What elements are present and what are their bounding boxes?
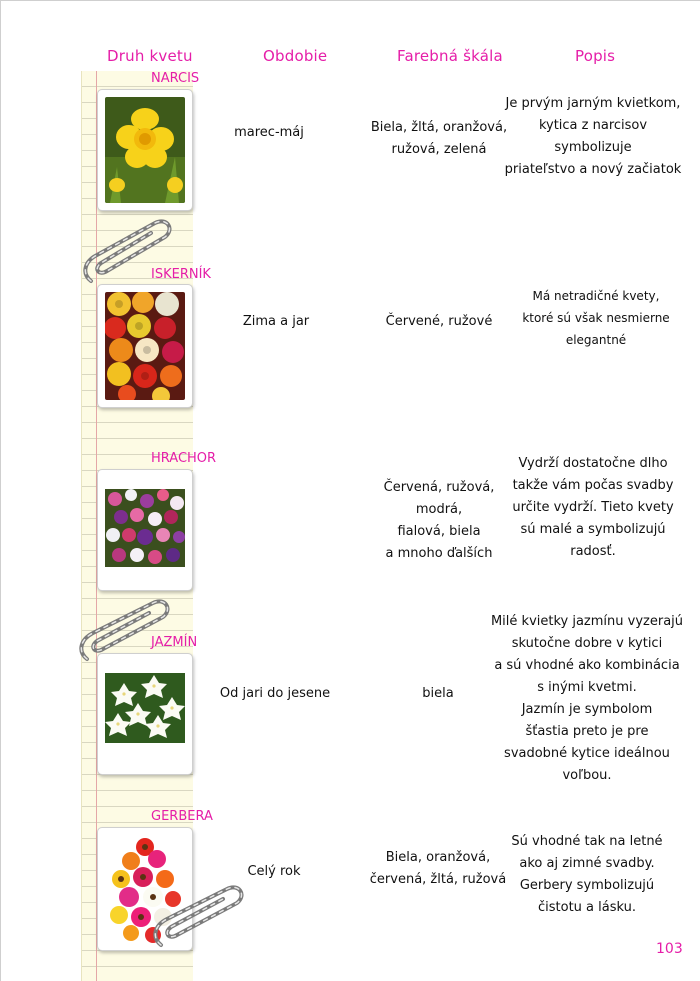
description-line: šťastia preto je pre <box>525 724 649 739</box>
flower-name-hrachor: HRACHOR <box>151 451 217 466</box>
description-line: a sú vhodné ako kombinácia <box>494 658 680 673</box>
flower-name-gerbera: GERBERA <box>151 809 213 824</box>
description-line: takže vám počas svadby <box>512 478 674 493</box>
flower-name-jazmin: JAZMÍN <box>151 635 198 650</box>
description-line: Jazmín je symbolom <box>521 702 653 717</box>
description-line: Gerbery symbolizujú <box>519 878 655 893</box>
photo-iskernik <box>105 292 185 400</box>
header-period: Obdobie <box>263 47 328 65</box>
description-line: radosť. <box>570 544 616 559</box>
header-flower-type: Druh kvetu <box>107 47 193 65</box>
photo-card-jazmin <box>97 653 193 775</box>
description-line: skutočne dobre v kytici <box>511 636 663 651</box>
photo-card-hrachor <box>97 469 193 591</box>
description-line: Sú vhodné tak na letné <box>511 834 663 849</box>
colors-line: Červená, ružová, modrá, <box>383 480 495 517</box>
period-iskernik <box>201 311 351 333</box>
description-line: ktoré sú však nesmierne <box>522 311 670 325</box>
colors-gerbera <box>363 847 513 891</box>
colors-line: biela <box>422 686 454 701</box>
colors-line: a mnoho ďalších <box>385 546 493 561</box>
description-line: Milé kvietky jazmínu vyzerajú <box>490 614 684 629</box>
description-line: Je prvým jarným kvietkom, <box>505 96 681 111</box>
description-line: elegantné <box>565 333 627 347</box>
period-text: Od jari do jesene <box>219 686 331 701</box>
colors-line: Biela, oranžová, <box>385 850 491 865</box>
description-line: kytica z narcisov symbolizuje <box>538 118 648 155</box>
description-line: s inými kvetmi. <box>537 680 637 695</box>
period-jazmin <box>200 683 350 705</box>
description-line: voľbou. <box>562 768 612 783</box>
photo-hrachor <box>105 477 185 583</box>
description-line: určite vydrží. Tieto kvety <box>512 500 674 515</box>
colors-hrachor <box>364 477 514 565</box>
period-text: marec-máj <box>234 125 304 140</box>
description-line: svadobné kytice ideálnou <box>504 746 670 761</box>
colors-line: fialová, biela <box>397 524 481 539</box>
page-number: 103 <box>656 941 683 957</box>
description-line: Má netradičné kvety, <box>532 289 660 303</box>
description-gerbera <box>497 831 677 919</box>
period-gerbera <box>199 861 349 883</box>
description-line: ako aj zimné svadby. <box>519 856 655 871</box>
description-jazmin <box>487 611 687 787</box>
photo-jazmin <box>105 661 185 767</box>
colors-narcis <box>364 117 514 161</box>
description-line: čistotu a lásku. <box>537 900 636 915</box>
description-line: priateľstvo a nový začiatok <box>504 162 682 177</box>
flower-name-iskernik: ISKERNÍK <box>151 267 211 282</box>
description-narcis <box>503 93 683 181</box>
period-narcis <box>194 122 344 144</box>
colors-line: Biela, žltá, oranžová, <box>370 120 508 135</box>
flower-name-narcis: NARCIS <box>151 71 200 86</box>
colors-line: ružová, zelená <box>391 142 487 157</box>
photo-card-iskernik <box>97 284 193 408</box>
description-line: Vydrží dostatočne dlho <box>518 456 668 471</box>
description-hrachor <box>503 453 683 563</box>
colors-line: červená, žltá, ružová <box>369 872 507 887</box>
period-text: Zima a jar <box>242 314 310 329</box>
colors-iskernik <box>364 311 514 333</box>
description-line: sú malé a symbolizujú <box>520 522 666 537</box>
paperclip-icon <box>147 879 247 959</box>
header-description: Popis <box>575 47 616 65</box>
description-iskernik <box>506 285 686 351</box>
photo-narcis <box>105 97 185 203</box>
colors-line: Červené, ružové <box>385 314 493 329</box>
period-text: Celý rok <box>247 864 301 879</box>
header-color-range: Farebná škála <box>397 47 503 65</box>
photo-card-narcis <box>97 89 193 211</box>
